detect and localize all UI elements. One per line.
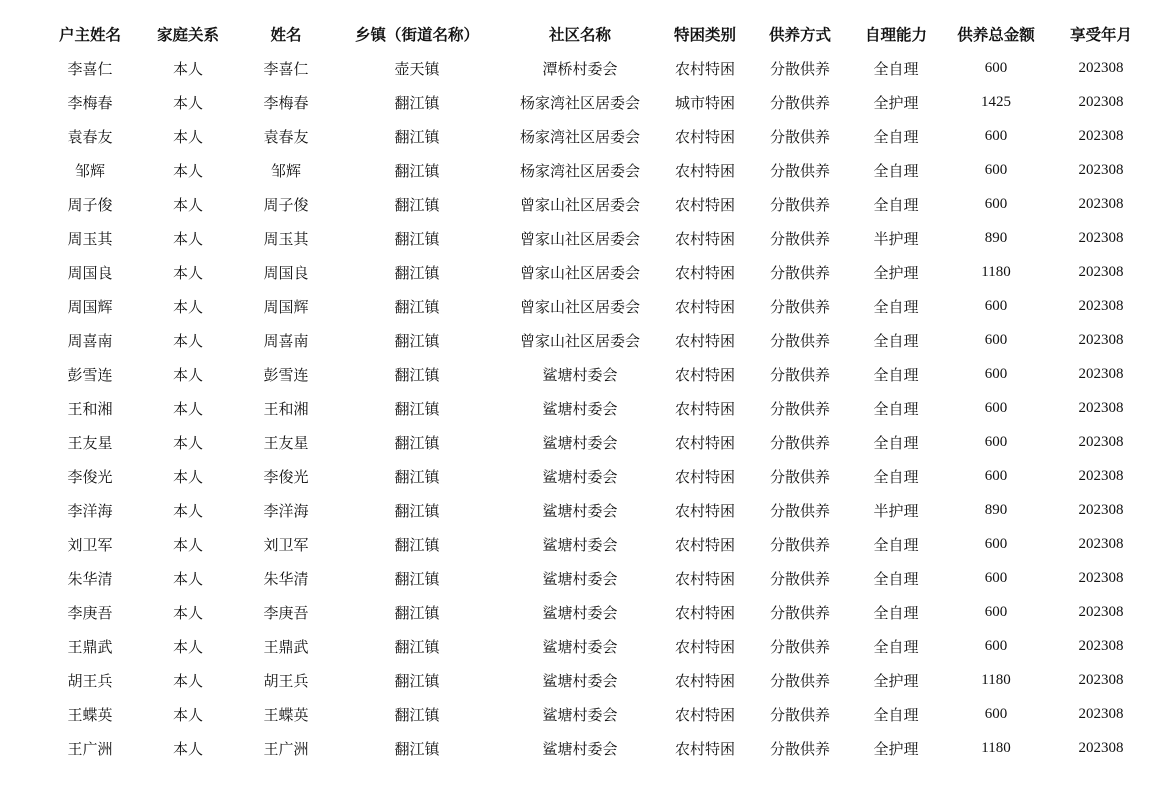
cell-support-mode: 分散供养 [769, 127, 830, 146]
cell-category: 农村特困 [674, 331, 735, 350]
cell-self-care: 全自理 [873, 705, 919, 724]
cell-community: 鲨塘村委会 [542, 671, 618, 690]
cell-period: 202308 [1078, 671, 1124, 688]
cell-category: 农村特困 [674, 263, 735, 282]
cell-member-name: 邹辉 [270, 161, 301, 180]
cell-member-name: 周国辉 [263, 297, 309, 316]
cell-period: 202308 [1078, 705, 1124, 722]
cell-community: 曾家山社区居委会 [519, 195, 640, 214]
cell-town: 翻江镇 [394, 161, 440, 180]
cell-head-name: 周国辉 [67, 297, 113, 316]
cell-period: 202308 [1078, 603, 1124, 620]
column-header-community: 社区名称 [548, 26, 611, 44]
cell-support-mode: 分散供养 [769, 297, 830, 316]
cell-support-mode: 分散供养 [769, 399, 830, 418]
cell-community: 鲨塘村委会 [542, 637, 618, 656]
cell-period: 202308 [1078, 399, 1124, 416]
table-body [42, 51, 1152, 765]
cell-town: 翻江镇 [394, 671, 440, 690]
cell-town: 翻江镇 [394, 433, 440, 452]
table-row [42, 51, 1152, 85]
cell-category: 农村特困 [674, 365, 735, 384]
cell-self-care: 全自理 [873, 331, 919, 350]
cell-category: 农村特困 [674, 603, 735, 622]
cell-community: 鲨塘村委会 [542, 535, 618, 554]
cell-self-care: 全自理 [873, 59, 919, 78]
cell-community: 鲨塘村委会 [542, 433, 618, 452]
cell-category: 农村特困 [674, 161, 735, 180]
cell-category: 农村特困 [674, 195, 735, 214]
cell-amount: 600 [984, 399, 1008, 416]
cell-town: 翻江镇 [394, 365, 440, 384]
cell-support-mode: 分散供养 [769, 501, 830, 520]
column-header-town: 乡镇（街道名称） [354, 26, 479, 44]
cell-head-name: 李俊光 [67, 467, 113, 486]
cell-head-name: 王友星 [67, 433, 113, 452]
cell-self-care: 全自理 [873, 467, 919, 486]
cell-period: 202308 [1078, 161, 1124, 178]
cell-self-care: 全自理 [873, 365, 919, 384]
cell-community: 杨家湾社区居委会 [519, 161, 640, 180]
column-header-relation: 家庭关系 [156, 26, 219, 44]
table-row [42, 289, 1152, 323]
cell-period: 202308 [1078, 501, 1124, 518]
cell-period: 202308 [1078, 93, 1124, 110]
cell-period: 202308 [1078, 637, 1124, 654]
cell-head-name: 袁春友 [67, 127, 113, 146]
table-row [42, 153, 1152, 187]
cell-category: 农村特困 [674, 297, 735, 316]
table-row [42, 663, 1152, 697]
cell-relation: 本人 [172, 365, 203, 384]
cell-support-mode: 分散供养 [769, 603, 830, 622]
cell-town: 翻江镇 [394, 331, 440, 350]
cell-period: 202308 [1078, 365, 1124, 382]
cell-community: 杨家湾社区居委会 [519, 93, 640, 112]
cell-amount: 600 [984, 127, 1008, 144]
roster-table [42, 17, 1152, 765]
table-row [42, 85, 1152, 119]
cell-community: 鲨塘村委会 [542, 739, 618, 758]
cell-head-name: 周国良 [67, 263, 113, 282]
column-header-amount: 供养总金额 [957, 26, 1035, 44]
table-row [42, 357, 1152, 391]
cell-member-name: 周玉其 [263, 229, 309, 248]
cell-amount: 600 [984, 195, 1008, 212]
cell-self-care: 全自理 [873, 127, 919, 146]
table-row [42, 119, 1152, 153]
table-row [42, 255, 1152, 289]
cell-head-name: 刘卫军 [67, 535, 113, 554]
cell-member-name: 王蝶英 [263, 705, 309, 724]
cell-support-mode: 分散供养 [769, 671, 830, 690]
cell-amount: 600 [984, 569, 1008, 586]
column-header-head-name: 户主姓名 [58, 26, 121, 44]
table-row [42, 561, 1152, 595]
cell-head-name: 李喜仁 [67, 59, 113, 78]
cell-relation: 本人 [172, 467, 203, 486]
cell-member-name: 王鼎武 [263, 637, 309, 656]
cell-self-care: 全自理 [873, 297, 919, 316]
cell-town: 翻江镇 [394, 263, 440, 282]
cell-head-name: 周玉其 [67, 229, 113, 248]
cell-period: 202308 [1078, 739, 1124, 756]
cell-amount: 600 [984, 59, 1008, 76]
cell-community: 潭桥村委会 [542, 59, 618, 78]
cell-category: 农村特困 [674, 535, 735, 554]
cell-support-mode: 分散供养 [769, 59, 830, 78]
cell-support-mode: 分散供养 [769, 195, 830, 214]
cell-head-name: 周子俊 [67, 195, 113, 214]
cell-category: 农村特困 [674, 739, 735, 758]
cell-period: 202308 [1078, 263, 1124, 280]
cell-self-care: 全自理 [873, 399, 919, 418]
cell-head-name: 邹辉 [74, 161, 105, 180]
cell-member-name: 王友星 [263, 433, 309, 452]
cell-head-name: 彭雪连 [67, 365, 113, 384]
cell-member-name: 李梅春 [263, 93, 309, 112]
table-row [42, 391, 1152, 425]
cell-self-care: 全护理 [873, 263, 919, 282]
cell-town: 翻江镇 [394, 93, 440, 112]
cell-relation: 本人 [172, 161, 203, 180]
cell-relation: 本人 [172, 501, 203, 520]
cell-self-care: 全护理 [873, 739, 919, 758]
cell-relation: 本人 [172, 671, 203, 690]
cell-self-care: 全自理 [873, 433, 919, 452]
cell-amount: 600 [984, 365, 1008, 382]
cell-category: 农村特困 [674, 671, 735, 690]
cell-category: 农村特困 [674, 399, 735, 418]
cell-relation: 本人 [172, 705, 203, 724]
cell-relation: 本人 [172, 195, 203, 214]
cell-head-name: 李庚吾 [67, 603, 113, 622]
cell-support-mode: 分散供养 [769, 637, 830, 656]
cell-member-name: 周子俊 [263, 195, 309, 214]
cell-amount: 890 [984, 501, 1008, 518]
cell-head-name: 王鼎武 [67, 637, 113, 656]
cell-amount: 600 [984, 161, 1008, 178]
table-row [42, 459, 1152, 493]
cell-support-mode: 分散供养 [769, 535, 830, 554]
cell-town: 翻江镇 [394, 535, 440, 554]
cell-support-mode: 分散供养 [769, 229, 830, 248]
cell-category: 农村特困 [674, 637, 735, 656]
cell-community: 曾家山社区居委会 [519, 331, 640, 350]
cell-head-name: 朱华清 [67, 569, 113, 588]
cell-period: 202308 [1078, 195, 1124, 212]
cell-period: 202308 [1078, 331, 1124, 348]
column-header-period: 享受年月 [1069, 26, 1132, 44]
cell-member-name: 王和湘 [263, 399, 309, 418]
cell-community: 鲨塘村委会 [542, 603, 618, 622]
cell-period: 202308 [1078, 433, 1124, 450]
cell-amount: 600 [984, 331, 1008, 348]
cell-town: 壶天镇 [394, 59, 440, 78]
cell-community: 曾家山社区居委会 [519, 229, 640, 248]
cell-category: 农村特困 [674, 59, 735, 78]
table-row [42, 629, 1152, 663]
cell-town: 翻江镇 [394, 637, 440, 656]
cell-period: 202308 [1078, 467, 1124, 484]
table-row [42, 323, 1152, 357]
cell-self-care: 全护理 [873, 93, 919, 112]
cell-member-name: 袁春友 [263, 127, 309, 146]
cell-community: 鲨塘村委会 [542, 365, 618, 384]
cell-relation: 本人 [172, 93, 203, 112]
cell-self-care: 全自理 [873, 195, 919, 214]
cell-member-name: 周喜南 [263, 331, 309, 350]
table-row [42, 187, 1152, 221]
cell-relation: 本人 [172, 637, 203, 656]
cell-head-name: 李洋海 [67, 501, 113, 520]
cell-support-mode: 分散供养 [769, 467, 830, 486]
cell-town: 翻江镇 [394, 399, 440, 418]
cell-category: 农村特困 [674, 229, 735, 248]
cell-community: 鲨塘村委会 [542, 399, 618, 418]
cell-self-care: 全自理 [873, 569, 919, 588]
cell-amount: 600 [984, 603, 1008, 620]
cell-support-mode: 分散供养 [769, 569, 830, 588]
cell-self-care: 全自理 [873, 637, 919, 656]
cell-support-mode: 分散供养 [769, 263, 830, 282]
cell-category: 农村特困 [674, 501, 735, 520]
cell-support-mode: 分散供养 [769, 365, 830, 384]
cell-category: 农村特困 [674, 433, 735, 452]
cell-amount: 1180 [981, 263, 1011, 280]
table-row [42, 221, 1152, 255]
cell-member-name: 李庚吾 [263, 603, 309, 622]
cell-member-name: 刘卫军 [263, 535, 309, 554]
cell-relation: 本人 [172, 603, 203, 622]
cell-self-care: 全自理 [873, 603, 919, 622]
cell-support-mode: 分散供养 [769, 161, 830, 180]
cell-amount: 1180 [981, 739, 1011, 756]
cell-category: 农村特困 [674, 127, 735, 146]
cell-relation: 本人 [172, 127, 203, 146]
cell-relation: 本人 [172, 433, 203, 452]
table-row [42, 527, 1152, 561]
cell-head-name: 王广洲 [67, 739, 113, 758]
roster-sheet [42, 17, 1132, 765]
cell-head-name: 胡王兵 [67, 671, 113, 690]
cell-relation: 本人 [172, 229, 203, 248]
cell-town: 翻江镇 [394, 705, 440, 724]
cell-relation: 本人 [172, 263, 203, 282]
cell-self-care: 全自理 [873, 161, 919, 180]
cell-head-name: 李梅春 [67, 93, 113, 112]
cell-town: 翻江镇 [394, 467, 440, 486]
column-header-support-mode: 供养方式 [768, 26, 831, 44]
column-header-category: 特困类别 [673, 26, 736, 44]
cell-community: 鲨塘村委会 [542, 501, 618, 520]
cell-support-mode: 分散供养 [769, 331, 830, 350]
table-row [42, 595, 1152, 629]
cell-support-mode: 分散供养 [769, 739, 830, 758]
cell-member-name: 李喜仁 [263, 59, 309, 78]
cell-town: 翻江镇 [394, 603, 440, 622]
cell-relation: 本人 [172, 399, 203, 418]
cell-amount: 600 [984, 467, 1008, 484]
table-header-row [42, 17, 1152, 51]
cell-self-care: 半护理 [873, 501, 919, 520]
cell-period: 202308 [1078, 229, 1124, 246]
cell-town: 翻江镇 [394, 127, 440, 146]
cell-head-name: 王和湘 [67, 399, 113, 418]
cell-amount: 1425 [981, 93, 1011, 110]
cell-period: 202308 [1078, 535, 1124, 552]
cell-period: 202308 [1078, 569, 1124, 586]
cell-community: 曾家山社区居委会 [519, 263, 640, 282]
cell-town: 翻江镇 [394, 229, 440, 248]
table-row [42, 731, 1152, 765]
cell-category: 农村特困 [674, 467, 735, 486]
cell-community: 杨家湾社区居委会 [519, 127, 640, 146]
cell-period: 202308 [1078, 59, 1124, 76]
table-row [42, 425, 1152, 459]
cell-member-name: 彭雪连 [263, 365, 309, 384]
cell-amount: 600 [984, 705, 1008, 722]
cell-self-care: 全护理 [873, 671, 919, 690]
cell-member-name: 胡王兵 [263, 671, 309, 690]
cell-town: 翻江镇 [394, 297, 440, 316]
cell-category: 农村特困 [674, 569, 735, 588]
cell-relation: 本人 [172, 535, 203, 554]
column-header-self-care: 自理能力 [864, 26, 927, 44]
cell-category: 农村特困 [674, 705, 735, 724]
cell-amount: 1180 [981, 671, 1011, 688]
cell-support-mode: 分散供养 [769, 93, 830, 112]
column-header-member-name: 姓名 [270, 26, 302, 44]
cell-amount: 600 [984, 637, 1008, 654]
cell-period: 202308 [1078, 127, 1124, 144]
cell-amount: 600 [984, 297, 1008, 314]
cell-amount: 890 [984, 229, 1008, 246]
cell-member-name: 李洋海 [263, 501, 309, 520]
cell-member-name: 朱华清 [263, 569, 309, 588]
cell-support-mode: 分散供养 [769, 433, 830, 452]
table-row [42, 493, 1152, 527]
cell-amount: 600 [984, 535, 1008, 552]
cell-self-care: 半护理 [873, 229, 919, 248]
cell-head-name: 周喜南 [67, 331, 113, 350]
cell-head-name: 王蝶英 [67, 705, 113, 724]
cell-relation: 本人 [172, 331, 203, 350]
cell-community: 鲨塘村委会 [542, 569, 618, 588]
cell-town: 翻江镇 [394, 195, 440, 214]
cell-member-name: 李俊光 [263, 467, 309, 486]
cell-relation: 本人 [172, 297, 203, 316]
cell-period: 202308 [1078, 297, 1124, 314]
cell-relation: 本人 [172, 739, 203, 758]
cell-category: 城市特困 [674, 93, 735, 112]
table-row [42, 697, 1152, 731]
cell-town: 翻江镇 [394, 739, 440, 758]
cell-community: 鲨塘村委会 [542, 705, 618, 724]
cell-town: 翻江镇 [394, 569, 440, 588]
cell-relation: 本人 [172, 59, 203, 78]
cell-support-mode: 分散供养 [769, 705, 830, 724]
cell-community: 曾家山社区居委会 [519, 297, 640, 316]
cell-member-name: 王广洲 [263, 739, 309, 758]
cell-member-name: 周国良 [263, 263, 309, 282]
cell-community: 鲨塘村委会 [542, 467, 618, 486]
cell-town: 翻江镇 [394, 501, 440, 520]
cell-self-care: 全自理 [873, 535, 919, 554]
cell-amount: 600 [984, 433, 1008, 450]
cell-relation: 本人 [172, 569, 203, 588]
